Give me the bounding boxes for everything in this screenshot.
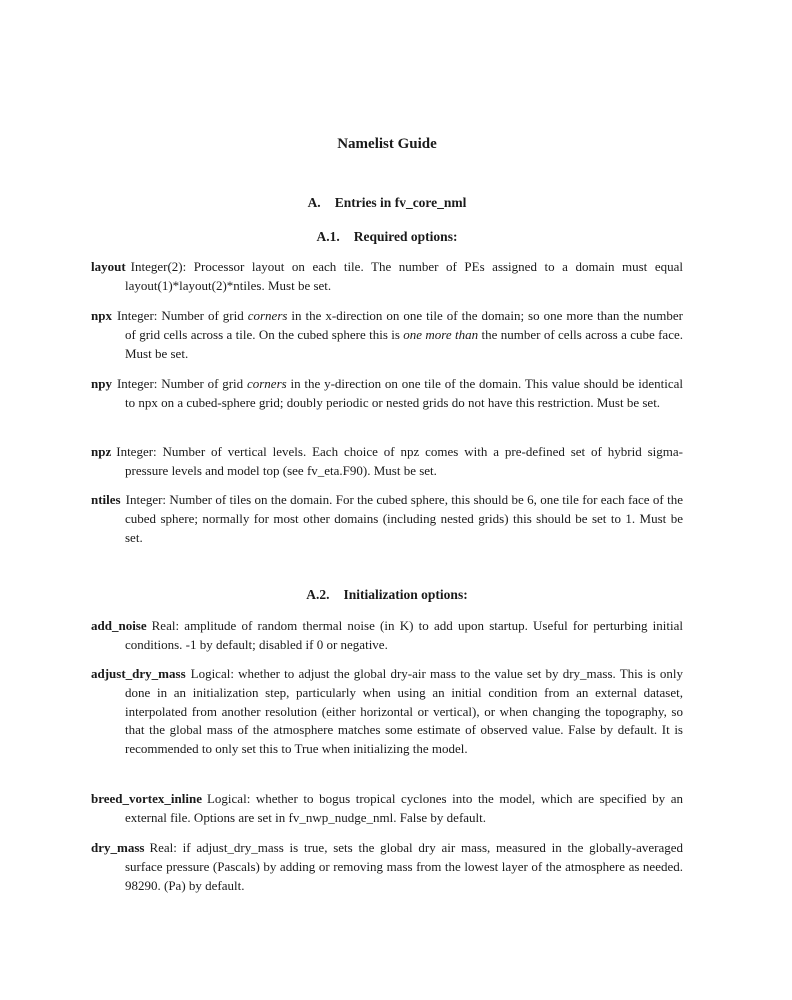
entry-text: Integer(2): Processor layout on each tile. The number of PEs assigned to a domain must equal layout(1)*layout(2)*ntiles. Must be set.: [125, 259, 683, 293]
entry-ntiles: [91, 491, 683, 547]
entry-text: in the x-direction on one tile of the domain; so one more than the number of grid cells across a tile. On the cubed sphere this is: [125, 308, 683, 342]
section-a1-heading: [91, 229, 683, 245]
entry-layout: [91, 258, 683, 296]
entry-name: npy: [91, 376, 112, 391]
entry-emphasis: one more than: [403, 326, 479, 342]
entry-npz: [91, 443, 683, 481]
entry-text: Integer: Number of grid: [116, 376, 247, 391]
section-a2-heading: [91, 587, 683, 603]
entry-dry-mass: [91, 839, 683, 895]
section-a1-number: A.1.: [316, 229, 340, 244]
entry-name: dry_mass: [91, 840, 145, 855]
section-a-heading: [91, 195, 683, 211]
entry-text: Real: amplitude of random thermal noise (in K) to add upon startup. Useful for perturbing initial conditions. -1 by default; disabled if 0 or negative.: [125, 618, 683, 652]
entry-name: npz: [91, 444, 112, 459]
entry-npx: [91, 307, 683, 363]
entry-breed-vortex-inline: [91, 790, 683, 828]
entry-name: layout: [91, 259, 126, 274]
entry-text: the number of cells across a cube face. Must be set.: [125, 326, 683, 361]
entry-emphasis: corners: [247, 308, 288, 323]
entry-text: Integer: Number of vertical levels. Each choice of npz comes with a pre-defined set of hybrid sigma-pressure levels and model top (see fv_eta.F90). Must be set.: [116, 444, 683, 478]
entry-add-noise: [91, 617, 683, 655]
section-a-title: Entries in fv_core_nml: [334, 195, 467, 210]
entry-text: in the y-direction on one tile of the domain. This value should be identical to npx on a cubed-sphere grid; doubly periodic or nested grids do not have this restriction. Must be set.: [125, 376, 683, 410]
entry-text: Logical: whether to adjust the global dry-air mass to the value set by dry_mass. This is only done in an initialization step, particularly when using an initial condition from an external dataset, interpolated from another resolution (either horizontal or vertical), or when changing the topography, so that the global mass of the atmosphere matches some estimate of observed value. False by default. It is recommended to only set this to True when initializing the model.: [125, 666, 683, 757]
document-title: Namelist Guide: [337, 136, 437, 152]
entry-text: Integer: Number of tiles on the domain. For the cubed sphere, this should be 6, one tile for each face of the cubed sphere; normally for most other domains (including nested grids) this should be set to 1. Must be set.: [125, 492, 683, 545]
section-a2-number: A.2.: [306, 587, 330, 602]
section-a2-title: Initialization options:: [343, 587, 468, 602]
entry-emphasis: corners: [246, 376, 287, 391]
entry-npy: [91, 375, 683, 413]
entry-name: ntiles: [91, 492, 121, 507]
section-a-number: A.: [307, 195, 321, 210]
entry-text: Logical: whether to bogus tropical cyclones into the model, which are specified by an external file. Options are set in fv_nwp_nudge_nml. False by default.: [125, 791, 683, 825]
entry-text: Real: if adjust_dry_mass is true, sets the global dry air mass, measured in the globally-averaged surface pressure (Pascals) by adding or removing mass from the lowest layer of the atmosphere as needed. 98290. (Pa) by default.: [125, 840, 683, 893]
entry-name: npx: [91, 308, 112, 323]
entry-name: breed_vortex_inline: [91, 791, 202, 806]
entry-text: Integer: Number of grid: [116, 308, 248, 323]
section-a1-title: Required options:: [353, 229, 458, 244]
entry-name: adjust_dry_mass: [91, 666, 186, 681]
entry-name: add_noise: [91, 618, 147, 633]
entry-adjust-dry-mass: [91, 665, 683, 759]
